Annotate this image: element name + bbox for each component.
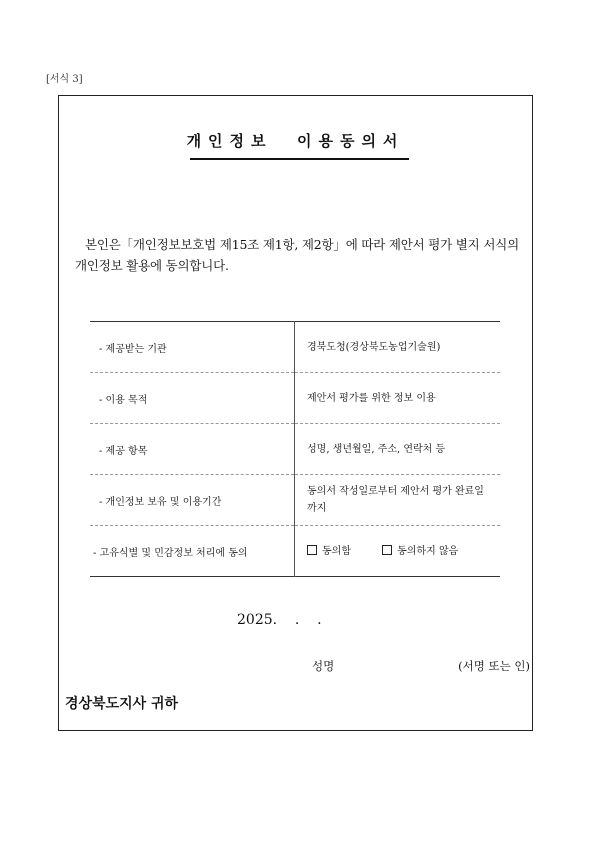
consent-statement: 본인은「개인정보보호법 제15조 제1항, 제2항」에 따라 제안서 평가 별지 서식의 개인정보 활용에 동의합니다.: [75, 237, 519, 273]
consent-form-frame: [58, 95, 533, 731]
recipient-line: 경상북도지사 귀하: [65, 696, 179, 712]
agree-label: 동의함: [322, 545, 351, 557]
row-value-provider: 경북도청(경상북도농업기술원): [295, 322, 501, 373]
date-line: 2025. . .: [237, 612, 322, 628]
table-row: [90, 373, 500, 424]
row-value-items: 성명, 생년월일, 주소, 연락처 등: [295, 424, 501, 475]
disagree-checkbox[interactable]: [382, 545, 392, 555]
row-label-items: - 제공 항목: [90, 424, 295, 475]
form-number-label: [서식 3]: [46, 74, 83, 85]
row-label-sensitive-info: - 고유식별 및 민감정보 처리에 동의: [90, 526, 295, 577]
disagree-option[interactable]: [382, 546, 458, 557]
row-label-provider: - 제공받는 기관: [90, 322, 295, 373]
signature-note: (서명 또는 인): [458, 659, 530, 673]
disagree-label: 동의하지 않음: [397, 545, 459, 557]
consent-details-table: [90, 321, 500, 577]
row-label-purpose: - 이용 목적: [90, 373, 295, 424]
row-value-retention: 동의서 작성일로부터 제안서 평가 완료일 까지: [295, 475, 501, 526]
consent-options: [295, 526, 501, 577]
form-title: 개인정보 이용동의서: [186, 132, 405, 150]
agree-option[interactable]: [307, 546, 351, 557]
agree-checkbox[interactable]: [307, 545, 317, 555]
table-row: [90, 475, 500, 526]
row-value-purpose: 제안서 평가를 위한 정보 이용: [295, 373, 501, 424]
table-row: [90, 526, 500, 577]
signature-name-label: 성명: [312, 659, 335, 673]
row-label-retention: - 개인정보 보유 및 이용기간: [90, 475, 295, 526]
table-row: [90, 322, 500, 373]
table-row: [90, 424, 500, 475]
title-underline: [190, 158, 409, 160]
